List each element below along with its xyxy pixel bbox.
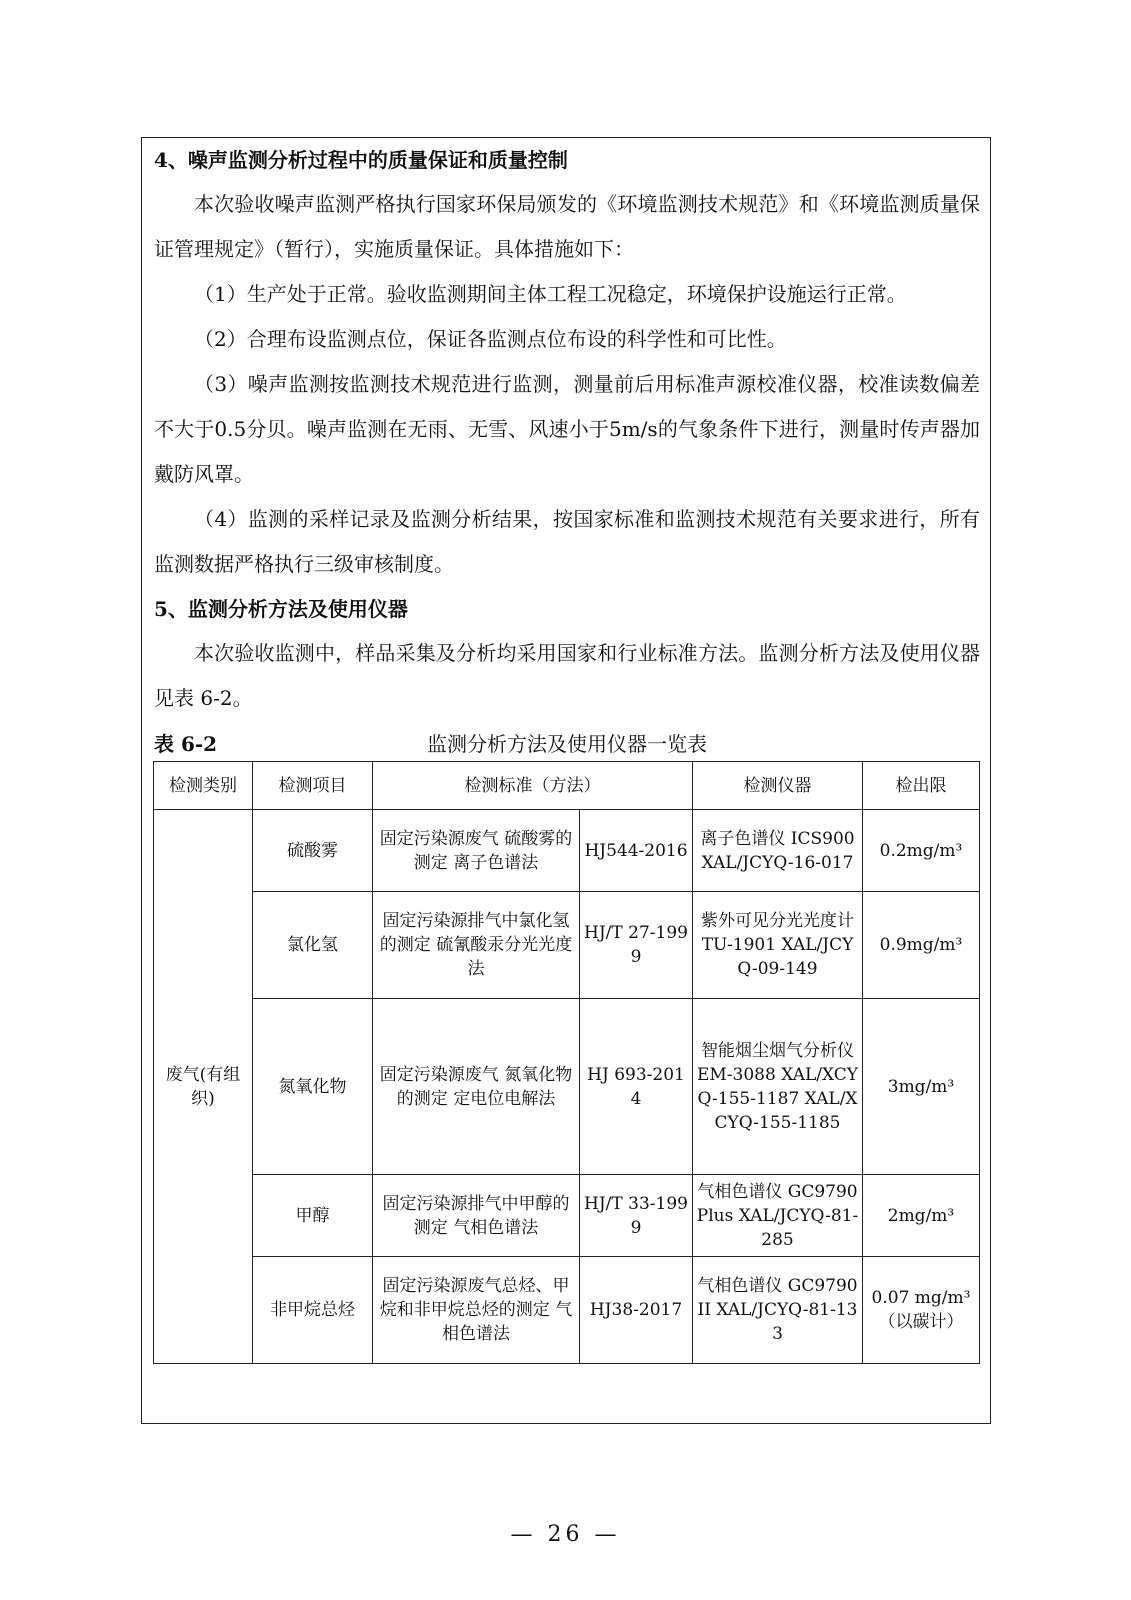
- code-cell: HJ38-2017: [580, 1257, 693, 1364]
- instrument-cell: 气相色谱仪 GC9790II XAL/JCYQ-81-133: [693, 1257, 863, 1364]
- item-cell: 氮氧化物: [253, 999, 373, 1175]
- table-row: [154, 810, 980, 892]
- section4-item-4: （4）监测的采样记录及监测分析结果，按国家标准和监测技术规范有关要求进行，所有监测数据严格执行三级审核制度。: [154, 507, 980, 576]
- method-cell: 固定污染源废气 氮氧化物的测定 定电位电解法: [373, 999, 580, 1175]
- section4-item-3: （3）噪声监测按监测技术规范进行监测，测量前后用标准声源校准仪器，校准读数偏差不大于0.5分贝。噪声监测在无雨、无雪、风速小于5m/s的气象条件下进行，测量时传声器加戴防风罩。: [154, 372, 980, 486]
- item-cell: 硫酸雾: [253, 810, 373, 892]
- limit-cell: 0.07 mg/m³ （以碳计）: [863, 1257, 980, 1364]
- code-cell: HJ544-2016: [580, 810, 693, 892]
- table-number: 表 6-2: [154, 732, 218, 756]
- table-row: [154, 1257, 980, 1364]
- method-cell: 固定污染源废气 硫酸雾的测定 离子色谱法: [373, 810, 580, 892]
- instrument-cell: 紫外可见分光光度计 TU-1901 XAL/JCYQ-09-149: [693, 892, 863, 999]
- page-number: — 26 —: [510, 1522, 621, 1547]
- frame-content: [154, 138, 980, 767]
- item-cell: 氯化氢: [253, 892, 373, 999]
- section4-item-1: （1）生产处于正常。验收监测期间主体工程工况稳定，环境保护设施运行正常。: [194, 282, 907, 306]
- limit-cell: 3mg/m³: [863, 999, 980, 1175]
- table-header-row: [154, 762, 980, 810]
- code-cell: HJ/T 27-1999: [580, 892, 693, 999]
- header-item: 检测项目: [253, 762, 373, 810]
- method-cell: 固定污染源排气中氯化氢的测定 硫氰酸汞分光光度法: [373, 892, 580, 999]
- item-cell: 甲醇: [253, 1175, 373, 1257]
- item-cell: 非甲烷总烃: [253, 1257, 373, 1364]
- header-instrument: 检测仪器: [693, 762, 863, 810]
- instrument-cell: 智能烟尘烟气分析仪 EM-3088 XAL/XCYQ-155-1187 XAL/XCYQ-155-1185: [693, 999, 863, 1175]
- table-row: [154, 892, 980, 999]
- table-title: 监测分析方法及使用仪器一览表: [427, 732, 707, 756]
- limit-cell: 2mg/m³: [863, 1175, 980, 1257]
- code-cell: HJ 693-2014: [580, 999, 693, 1175]
- section4-heading: 4、噪声监测分析过程中的质量保证和质量控制: [154, 148, 568, 172]
- method-cell: 固定污染源排气中甲醇的测定 气相色谱法: [373, 1175, 580, 1257]
- header-category: 检测类别: [154, 762, 253, 810]
- table-row: [154, 1175, 980, 1257]
- section5-heading: 5、监测分析方法及使用仪器: [154, 597, 408, 621]
- methods-table: [153, 761, 980, 1364]
- header-standard: 检测标准（方法）: [373, 762, 693, 810]
- report-frame: [141, 137, 991, 1424]
- code-cell: HJ/T 33-1999: [580, 1175, 693, 1257]
- method-cell: 固定污染源废气总烃、甲烷和非甲烷总烃的测定 气相色谱法: [373, 1257, 580, 1364]
- header-limit: 检出限: [863, 762, 980, 810]
- limit-cell: 0.9mg/m³: [863, 892, 980, 999]
- category-cell: 废气(有组织): [154, 810, 253, 1364]
- limit-cell: 0.2mg/m³: [863, 810, 980, 892]
- instrument-cell: 离子色谱仪 ICS900 XAL/JCYQ-16-017: [693, 810, 863, 892]
- table-row: [154, 999, 980, 1175]
- section4-item-2: （2）合理布设监测点位，保证各监测点位布设的科学性和可比性。: [194, 327, 787, 351]
- instrument-cell: 气相色谱仪 GC9790Plus XAL/JCYQ-81-285: [693, 1175, 863, 1257]
- section4-intro: 本次验收噪声监测严格执行国家环保局颁发的《环境监测技术规范》和《环境监测质量保证管理规定》（暂行），实施质量保证。具体措施如下：: [154, 192, 980, 261]
- section5-intro: 本次验收监测中，样品采集及分析均采用国家和行业标准方法。监测分析方法及使用仪器见表 6-2。: [154, 641, 980, 710]
